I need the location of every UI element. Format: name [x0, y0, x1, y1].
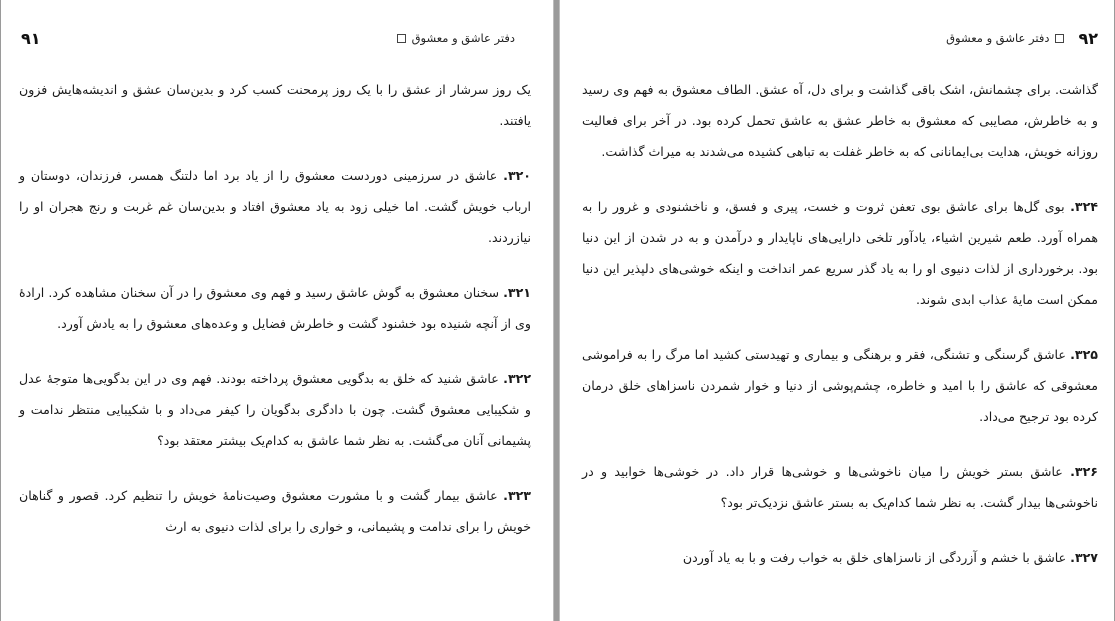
paragraph-number: ۳۲۳.	[503, 488, 531, 503]
paragraph	[19, 74, 531, 136]
left-page	[1, 0, 554, 621]
paragraph-text: عاشق شنید که خلق به بدگویی معشوق پرداخته بودند. فهم وی در این بدگویی‌ها متوجهٔ عدل و شکیبایی معشوق گشت. چون با دادگری بدگویان را کیفر می‌داد و با شکیبایی منتظر ندامت و پشیمانی آنان می‌گشت. به نظر شما عاشق به کدام‌یک بیشتر معتقد بود؟	[19, 371, 531, 448]
page-body	[19, 74, 531, 566]
paragraph	[582, 456, 1098, 518]
paragraph-number: ۳۲۷.	[1070, 550, 1098, 565]
page-number: ۹۱	[21, 28, 41, 48]
paragraph-text: عاشق با خشم و آزردگی از ناسزاهای خلق به خواب رفت و با به یاد آوردن	[682, 550, 1067, 565]
paragraph-number: ۳۲۴.	[1070, 199, 1098, 214]
paragraph-text: عاشق بستر خویش را میان ناخوشی‌ها و خوشی‌ها قرار داد. در خوشی‌ها خوابید و در ناخوشی‌ها بیدار گشت. به نظر شما کدام‌یک به بستر عاشق نزدیک‌تر بود؟	[582, 464, 1098, 510]
paragraph-text: سخنان معشوق به گوش عاشق رسید و فهم وی معشوق را در آن سخنان مشاهده کرد. ارادهٔ وی از آنچه شنیده بود خشنود گشت و خاطرش فضایل و وعده‌های معشوق را به یادش آورد.	[19, 285, 531, 331]
running-title: دفتر عاشق و معشوق	[946, 31, 1050, 45]
paragraph-text: بوی گل‌ها برای عاشق بوی تعفن ثروت و خست، پیری و فسق، و ناخشنودی و غرور را به همراه آورد. طعم شیرین اشیاء، یادآور تلخی دارایی‌های ناپایدار و درآمدن و به در شدن از این دنیا بود. برخورداری از لذات دنیوی او را به یاد گذر سریع عمر انداخت و اینکه خوشی‌های دلپذیر این دنیا ممکن است مایهٔ عذاب ابدی شوند.	[582, 199, 1098, 307]
paragraph-number: ۳۲۵.	[1070, 347, 1098, 362]
page-number: ۹۲	[1078, 28, 1098, 48]
paragraph	[19, 160, 531, 253]
paragraph-number: ۳۲۶.	[1070, 464, 1098, 479]
paragraph-text: عاشق بیمار گشت و با مشورت معشوق وصیت‌نامهٔ خویش را تنظیم کرد. قصور و گناهان خویش را برای ندامت و پشیمانی، و خواری را برای لذات دنیوی به ارث	[19, 488, 531, 534]
page-body	[582, 74, 1098, 597]
paragraph-text: گذاشت. برای چشمانش، اشک باقی گذاشت و برای دل، آه عشق. الطاف معشوق به فهم وی رسید و به خاطرش، مصایبی که معشوق به خاطر عشق به عاشق تحمل کرده بود. در آخر برای فعالیت روزانه خویش، هدایت بی‌ایمانانی که به خاطر غفلت به تباهی کشیده می‌شدند به میراث گذاشت.	[582, 82, 1098, 159]
paragraph-number: ۳۲۲.	[503, 371, 532, 386]
square-ornament-icon	[1055, 34, 1064, 43]
paragraph	[19, 277, 531, 339]
paragraph-text: یک روز سرشار از عشق را با یک روز پرمحنت کسب کرد و بدین‌سان عشق و اندیشه‌هایش فزون یافتند.	[19, 82, 531, 128]
paragraph	[19, 363, 531, 456]
running-title: دفتر عاشق و معشوق	[411, 31, 515, 45]
page-header	[21, 26, 529, 50]
paragraph	[582, 191, 1098, 315]
paragraph	[582, 542, 1098, 573]
square-ornament-icon	[397, 34, 406, 43]
paragraph	[19, 480, 531, 542]
paragraph-number: ۳۲۱.	[503, 285, 531, 300]
paragraph-text: عاشق در سرزمینی دوردست معشوق را از یاد برد اما دلتنگ همسر، فرزندان، دوستان و ارباب خویش گشت. اما خیلی زود به یاد معشوق افتاد و بدین‌سان غم غربت و رنج هجران او را نیازردند.	[19, 168, 531, 245]
paragraph	[582, 74, 1098, 167]
page-header	[580, 26, 1098, 50]
paragraph-number: ۳۲۰.	[503, 168, 531, 183]
paragraph	[582, 339, 1098, 432]
right-page	[559, 0, 1114, 621]
paragraph-text: عاشق گرسنگی و تشنگی، فقر و برهنگی و بیماری و تهیدستی کشید اما مرگ را به فراموشی معشوقی که عاشق را با امید و خاطره، چشم‌پوشی از دنیا و خوار شمردن ناسزاهای خلق درمان کرده بود ترجیح می‌داد.	[582, 347, 1098, 424]
